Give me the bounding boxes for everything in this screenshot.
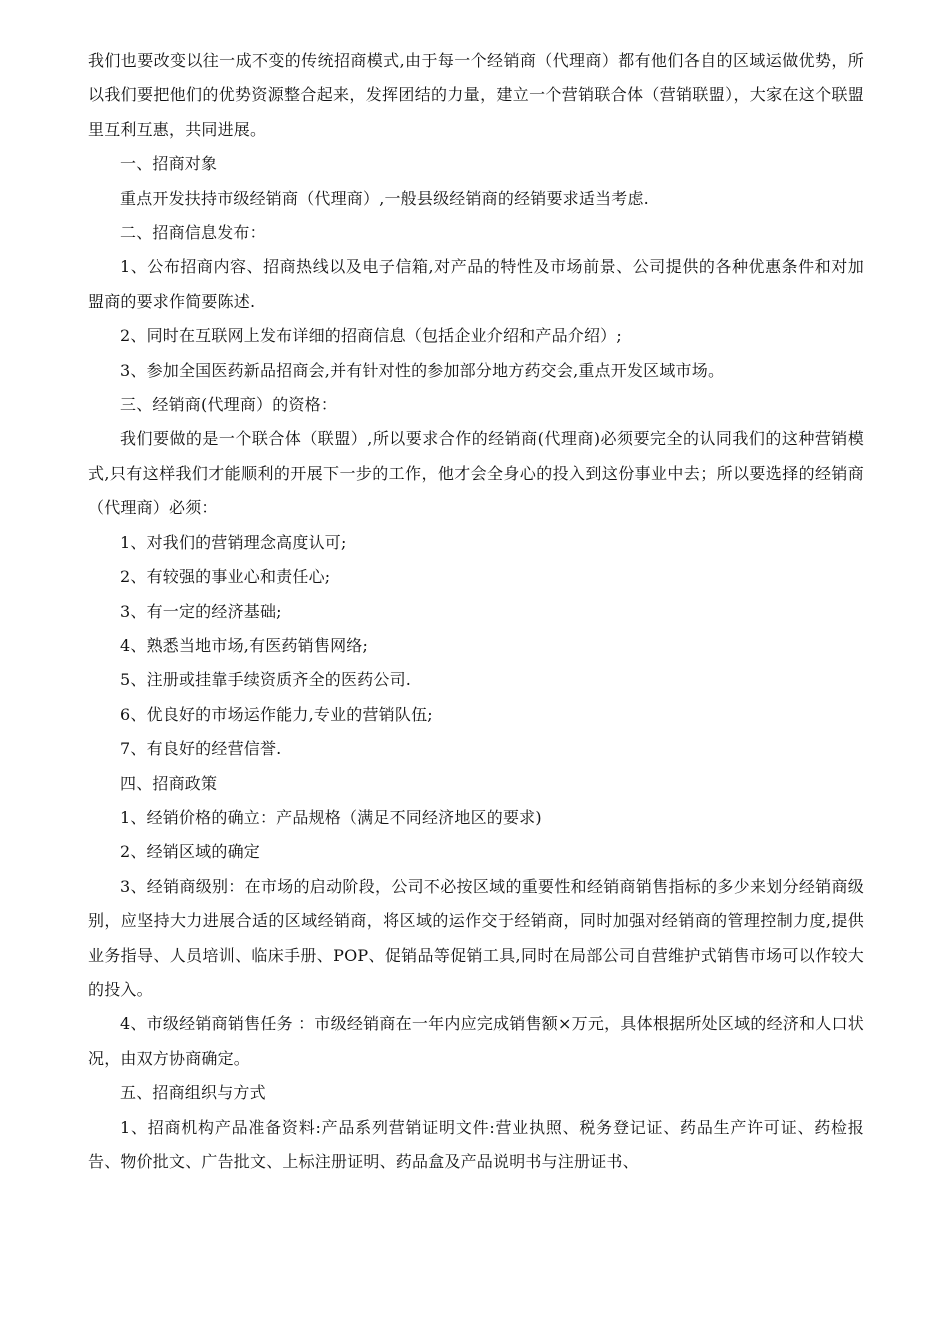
list-item-qual-3: 3、有一定的经济基础; xyxy=(120,601,282,621)
list-item-org-1: 1、招商机构产品准备资料:产品系列营销证明文件:营业执照、税务登记证、药品生产许可证、药检报告、物价批文、广告批文、上标注册证明、药品盒及产品说明书与注册证书、 xyxy=(88,1117,864,1171)
heading-recruit-policy: 四、招商政策 xyxy=(120,773,218,793)
paragraph-recruit-target: 重点开发扶持市级经销商（代理商）,一般县级经销商的经销要求适当考虑. xyxy=(120,188,649,208)
list-item-policy-2: 2、经销区域的确定 xyxy=(120,842,260,862)
heading-dealer-qualification: 三、经销商(代理商）的资格： xyxy=(120,395,338,415)
list-item-qual-5: 5、注册或挂靠手续资质齐全的医药公司. xyxy=(120,670,412,690)
list-item-qual-1: 1、对我们的营销理念高度认可; xyxy=(120,532,347,552)
list-item-info-3: 3、参加全国医药新品招商会,并有针对性的参加部分地方药交会,重点开发区域市场。 xyxy=(120,360,725,380)
list-item-policy-3: 3、经销商级别：在市场的启动阶段，公司不必按区域的重要性和经销商销售指标的多少来划分经销商级别，应坚持大力进展合适的区域经销商，将区域的运作交于经销商，同时加强对经销商的管理控制力度,提供业务指导、人员培训、临床手册、POP、促销品等促销工具,同时在局部公司自营维护式销售市场可以作较大的投入。 xyxy=(88,876,864,999)
list-item-qual-4: 4、熟悉当地市场,有医药销售网络; xyxy=(120,635,369,655)
heading-info-release: 二、招商信息发布： xyxy=(120,223,266,243)
list-item-qual-2: 2、有较强的事业心和责任心; xyxy=(120,567,331,587)
list-item-qual-7: 7、有良好的经营信誉. xyxy=(120,739,282,759)
list-item-info-2: 2、同时在互联网上发布详细的招商信息（包括企业介绍和产品介绍）; xyxy=(120,326,622,346)
list-item-qual-6: 6、优良好的市场运作能力,专业的营销队伍; xyxy=(120,704,433,724)
paragraph-dealer-qualification: 我们要做的是一个联合体（联盟）,所以要求合作的经销商(代理商)必须要完全的认同我们的这种营销模式,只有这样我们才能顺利的开展下一步的工作，他才会全身心的投入到这份事业中去；所以要选择的经销商（代理商）必须： xyxy=(88,429,864,518)
heading-recruit-organization: 五、招商组织与方式 xyxy=(120,1083,266,1103)
list-item-policy-4: 4、市级经销商销售任务 ：市级经销商在一年内应完成销售额×万元，具体根据所处区域的经济和人口状况，由双方协商确定。 xyxy=(88,1014,864,1068)
list-item-info-1: 1、公布招商内容、招商热线以及电子信箱,对产品的特性及市场前景、公司提供的各种优惠条件和对加盟商的要求作简要陈述. xyxy=(88,257,864,311)
heading-recruit-target: 一、招商对象 xyxy=(120,154,218,174)
document-page xyxy=(88,44,864,1179)
list-item-policy-1: 1、经销价格的确立：产品规格（满足不同经济地区的要求) xyxy=(120,807,542,827)
paragraph-intro: 我们也要改变以往一成不变的传统招商模式,由于每一个经销商（代理商）都有他们各自的区域运做优势，所以我们要把他们的优势资源整合起来，发挥团结的力量，建立一个营销联合体（营销联盟），大家在这个联盟里互利互惠，共同进展。 xyxy=(88,51,864,139)
